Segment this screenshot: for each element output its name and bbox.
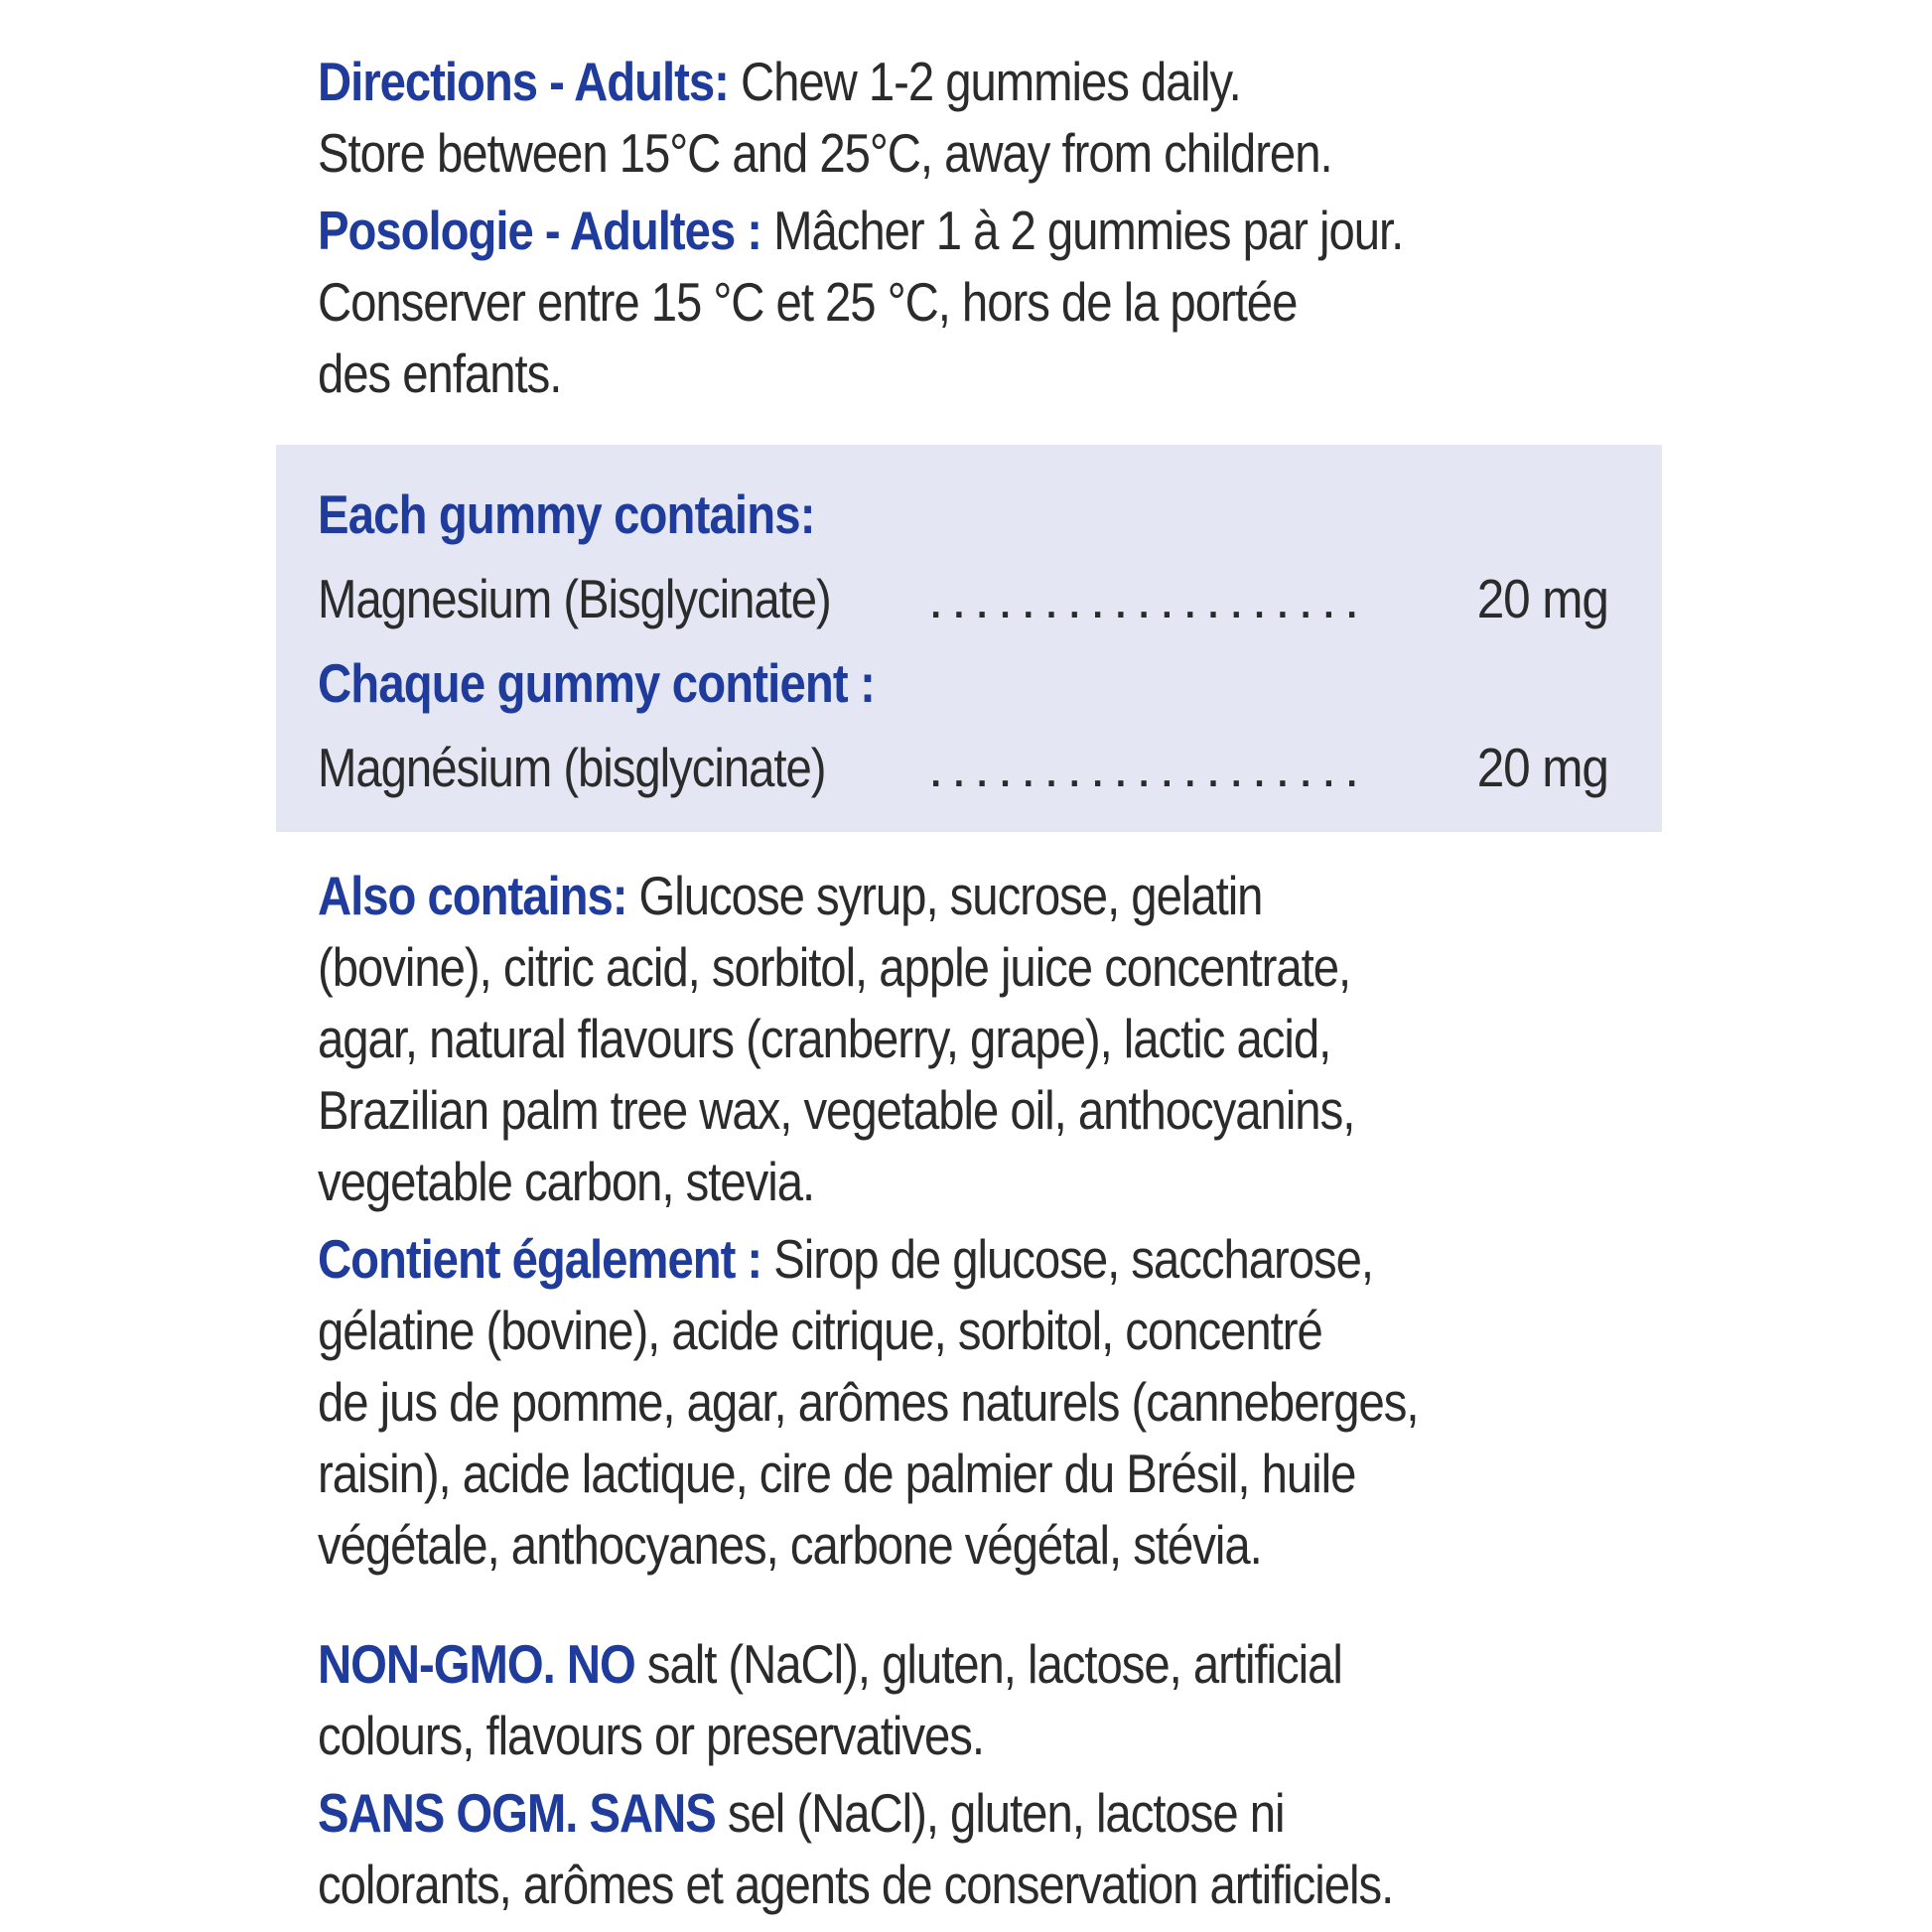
facts-amount-fr: 20 mg (1476, 737, 1608, 798)
free-from-fr (318, 1777, 1607, 1920)
free-from-section (318, 1628, 1817, 1920)
facts-leader-dots-en: ................... (928, 568, 1368, 629)
facts-amount-en: 20 mg (1476, 568, 1608, 629)
facts-row-fr (318, 723, 1608, 812)
directions-fr-line2: Conserver entre 15 °C et 25 °C, hors de la portée (318, 271, 1298, 333)
also-contains-en-line5: vegetable carbon, stevia. (318, 1151, 815, 1212)
also-contains-fr-line4: raisin), acide lactique, cire de palmier du Brésil, huile (318, 1443, 1356, 1504)
also-contains-en-line4: Brazilian palm tree wax, vegetable oil, anthocyanins, (318, 1079, 1355, 1141)
also-contains-fr (318, 1223, 1607, 1581)
free-from-fr-line1: sel (NaCl), gluten, lactose ni (715, 1782, 1285, 1844)
also-contains-en-line2: (bovine), citric acid, sorbitol, apple juice concentrate, (318, 936, 1351, 998)
free-from-en-line1: salt (NaCl), gluten, lactose, artificial (634, 1633, 1342, 1695)
supplement-facts-box (276, 445, 1662, 832)
directions-en (318, 46, 1607, 189)
free-from-en-line2: colours, flavours or preservatives. (318, 1705, 985, 1766)
also-contains-en-line3: agar, natural flavours (cranberry, grape), lactic acid, (318, 1008, 1331, 1069)
free-from-en-label: NON-GMO. NO (318, 1633, 635, 1695)
also-contains-fr-line3: de jus de pomme, agar, arômes naturels (canneberges, (318, 1371, 1419, 1433)
supplement-facts-content (318, 475, 1608, 812)
directions-en-label: Directions - Adults: (318, 51, 729, 112)
directions-fr-label: Posologie - Adultes : (318, 200, 761, 261)
directions-en-line2: Store between 15°C and 25°C, away from children. (318, 122, 1332, 184)
free-from-fr-line2: colorants, arômes et agents de conservation artificiels. (318, 1854, 1394, 1915)
also-contains-en-label: Also contains: (318, 865, 627, 926)
directions-fr-line3: des enfants. (318, 343, 562, 404)
also-contains-section (318, 860, 1817, 1581)
facts-heading-en: Each gummy contains: (318, 483, 815, 545)
directions-fr (318, 195, 1607, 409)
facts-ingredient-fr: Magnésium (bisglycinate) (318, 737, 826, 798)
also-contains-en (318, 860, 1607, 1217)
also-contains-fr-line5: végétale, anthocyanes, carbone végétal, stévia. (318, 1514, 1262, 1576)
directions-en-line1: Chew 1-2 gummies daily. (728, 51, 1241, 112)
facts-leader-dots-fr: ................... (928, 737, 1368, 798)
also-contains-en-line1: Glucose syrup, sucrose, gelatin (626, 865, 1263, 926)
facts-ingredient-en: Magnesium (Bisglycinate) (318, 568, 831, 629)
free-from-en (318, 1628, 1607, 1771)
facts-row-en (318, 554, 1608, 643)
also-contains-fr-line1: Sirop de glucose, saccharose, (761, 1228, 1373, 1290)
directions-section (318, 46, 1817, 409)
facts-heading-fr: Chaque gummy contient : (318, 652, 875, 714)
free-from-fr-label: SANS OGM. SANS (318, 1782, 716, 1844)
also-contains-fr-label: Contient également : (318, 1228, 762, 1290)
also-contains-fr-line2: gélatine (bovine), acide citrique, sorbitol, concentré (318, 1300, 1322, 1361)
directions-fr-line1: Mâcher 1 à 2 gummies par jour. (760, 200, 1404, 261)
